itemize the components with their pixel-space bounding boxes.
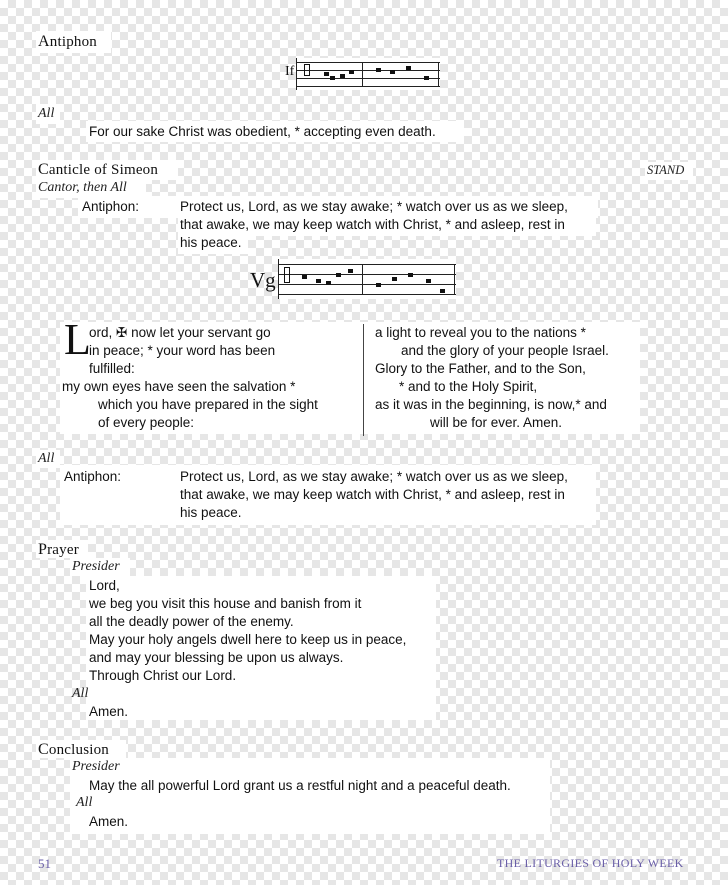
- canticle-right-line: as it was in the beginning, is now,* and: [375, 397, 607, 412]
- canticle-right-line: Glory to the Father, and to the Son,: [375, 361, 586, 376]
- response-line: For our sake Christ was obedient, * accepting even death.: [89, 124, 436, 139]
- music-prefix-2: Vg: [250, 268, 276, 292]
- canticle-left-line: my own eyes have seen the salvation *: [62, 379, 296, 394]
- antiphon-text-line: that awake, we may keep watch with Christ, * and asleep, rest in: [180, 217, 565, 232]
- antiphon-text-line: Protect us, Lord, as we stay awake; * watch over us as we sleep,: [180, 469, 568, 484]
- prayer-line: all the deadly power of the enemy.: [89, 614, 294, 629]
- conclusion-heading: Conclusion: [38, 741, 110, 758]
- conclusion-line: May the all powerful Lord grant us a restful night and a peaceful death.: [89, 778, 511, 793]
- prayer-line: Lord,: [89, 578, 120, 593]
- antiphon-text-line: his peace.: [180, 235, 242, 250]
- canticle-right-line: and the glory of your people Israel.: [401, 343, 609, 358]
- antiphon-label: Antiphon:: [82, 199, 140, 214]
- column-divider: [363, 324, 364, 436]
- all-label: All: [38, 106, 55, 121]
- all-label: All: [38, 451, 55, 466]
- all-label: All: [72, 686, 89, 701]
- antiphon-label: Antiphon:: [64, 469, 122, 484]
- chant-staff-2: [278, 259, 456, 299]
- prayer-line: May your holy angels dwell here to keep us in peace,: [89, 632, 407, 647]
- canticle-right-line: * and to the Holy Spirit,: [399, 379, 538, 394]
- prayer-line: Through Christ our Lord.: [89, 668, 237, 683]
- cantor-label: Cantor, then All: [38, 180, 127, 195]
- amen-line: Amen.: [89, 814, 129, 829]
- canticle-left-line: ord, ✠ now let your servant go: [89, 325, 271, 340]
- antiphon-text-line: that awake, we may keep watch with Christ, * and asleep, rest in: [180, 487, 565, 502]
- canticle-left-line: of every people:: [98, 415, 195, 430]
- canticle-left-line: fulfilled:: [89, 361, 135, 376]
- amen-line: Amen.: [89, 704, 129, 719]
- canticle-heading: Canticle of Simeon: [38, 161, 159, 178]
- prayer-heading: Prayer: [38, 541, 79, 558]
- drop-cap: L: [64, 315, 91, 364]
- antiphon-text-line: Protect us, Lord, as we stay awake; * watch over us as we sleep,: [180, 199, 568, 214]
- page-number: 51: [38, 856, 51, 871]
- footer-title: THE LITURGIES OF HOLY WEEK: [497, 856, 684, 870]
- chant-staff-1: [296, 58, 440, 90]
- antiphon-text-line: his peace.: [180, 505, 242, 520]
- canticle-right-line: will be for ever. Amen.: [430, 415, 563, 430]
- canticle-left-line: in peace; * your word has been: [89, 343, 276, 358]
- presider-label: Presider: [72, 759, 120, 774]
- presider-label: Presider: [72, 559, 120, 574]
- all-label: All: [76, 795, 93, 810]
- music-prefix-1: If: [285, 64, 295, 79]
- canticle-right-line: a light to reveal you to the nations *: [375, 325, 586, 340]
- stand-label: STAND: [647, 163, 685, 177]
- antiphon-heading: Antiphon: [38, 33, 98, 50]
- canticle-left-line: which you have prepared in the sight: [98, 397, 318, 412]
- prayer-line: we beg you visit this house and banish from it: [89, 596, 362, 611]
- prayer-line: and may your blessing be upon us always.: [89, 650, 344, 665]
